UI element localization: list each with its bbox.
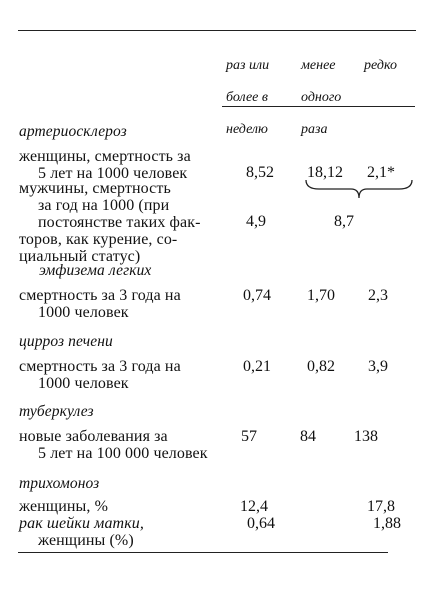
value-cell: 8,52 <box>246 164 274 181</box>
row-label-line: 1000 человек <box>38 375 129 392</box>
column-header-weekly <box>226 42 269 154</box>
value-cell: 2,3 <box>368 287 388 304</box>
value-cell: 1,70 <box>307 287 335 304</box>
value-cell: 17,8 <box>367 498 395 515</box>
value-cell: 1,88 <box>373 515 401 532</box>
section-title-tuberculosis: туберкулез <box>19 403 94 420</box>
row-label-line: циальный статус) <box>19 248 141 265</box>
section-title-cirrhosis: цирроз печени <box>19 333 113 350</box>
row-label-line: 1000 человек <box>38 304 129 321</box>
value-cell: 84 <box>300 428 316 445</box>
row-label-line: смертность за 3 года на <box>19 358 181 375</box>
row-label-line: постоянстве таких фак- <box>38 214 201 231</box>
row-label-women-arteriosclerosis <box>19 148 191 182</box>
value-cell: 57 <box>241 428 257 445</box>
row-label-line: смертность за 3 года на <box>19 287 181 304</box>
value-cell: 8,7 <box>334 213 354 230</box>
row-label-emphysema <box>19 287 181 321</box>
bottom-rule <box>18 552 388 553</box>
value-cell: 0,74 <box>243 287 271 304</box>
row-label-men-arteriosclerosis <box>19 180 201 265</box>
value-cell: 12,4 <box>240 498 268 515</box>
row-label-line: торов, как курение, со- <box>19 231 178 248</box>
column-header-line: раз или <box>226 58 270 73</box>
column-header-line: редко <box>364 58 397 73</box>
row-label-line: мужчины, смертность <box>19 180 171 197</box>
section-title-emphysema: эмфизема легких <box>39 262 152 279</box>
row-label-line: 5 лет на 1000 человек <box>38 165 188 182</box>
section-title-trichomoniasis: трихомоноз <box>19 475 100 492</box>
row-label-line: женщины, % <box>19 498 109 515</box>
row-label-line: рак шейки матки, <box>19 515 144 532</box>
row-label-line: женщины, смертность за <box>19 148 191 165</box>
value-cell: 0,21 <box>243 358 271 375</box>
row-label-tuberculosis <box>19 428 208 462</box>
value-cell: 18,12 <box>307 164 343 181</box>
column-header-line: раза <box>301 122 328 137</box>
value-cell: 0,82 <box>307 358 335 375</box>
curly-brace-icon <box>305 178 413 200</box>
column-header-line: неделю <box>226 122 268 137</box>
value-cell: 138 <box>354 428 378 445</box>
top-rule <box>18 30 416 31</box>
row-label-line: за год на 1000 (при <box>38 197 170 214</box>
row-label-women-percent <box>19 498 108 515</box>
value-cell: 4,9 <box>246 213 266 230</box>
row-label-line: женщины (%) <box>38 532 134 549</box>
column-header-less-than-once <box>301 42 341 154</box>
row-label-line: новые заболевания за <box>19 428 168 445</box>
column-header-line: одного <box>301 90 342 105</box>
column-header-rarely <box>364 42 397 90</box>
column-header-line: менее <box>301 58 336 73</box>
row-label-line: 5 лет на 100 000 человек <box>38 445 208 462</box>
value-cell: 0,64 <box>247 515 275 532</box>
column-header-line: более в <box>226 90 268 105</box>
value-cell: 3,9 <box>368 358 388 375</box>
row-label-cirrhosis <box>19 358 181 392</box>
row-label-cervical-cancer <box>19 515 144 549</box>
value-cell: 2,1* <box>367 164 395 181</box>
section-title-arteriosclerosis: артериосклероз <box>19 123 127 140</box>
